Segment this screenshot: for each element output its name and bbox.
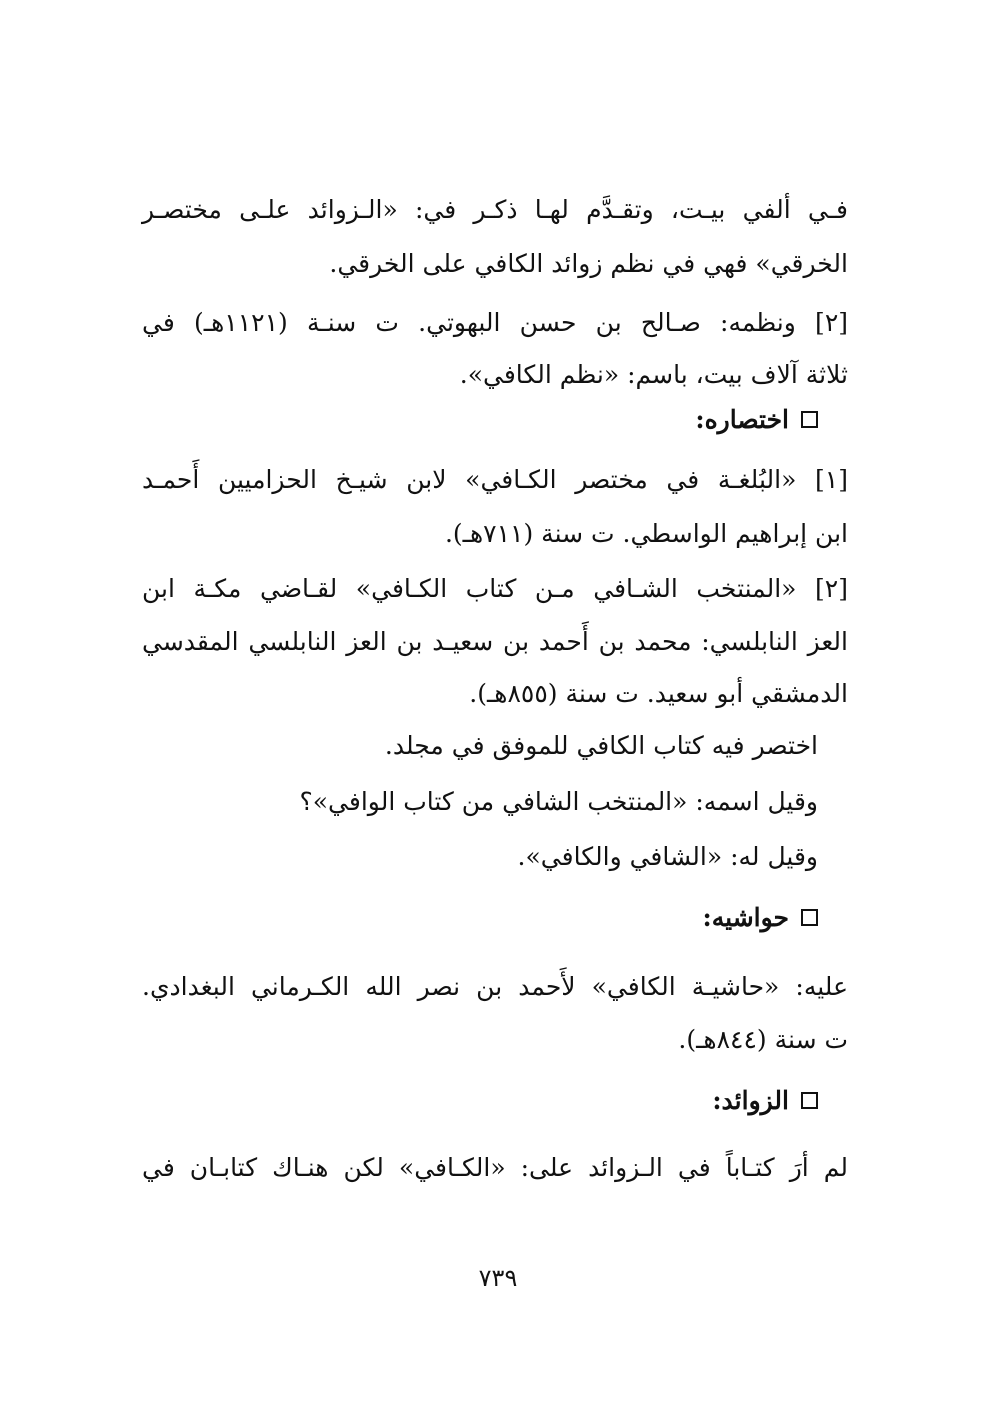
square-bullet-icon: [801, 411, 818, 428]
text-line-4: ثلاثة آلاف بيت، باسم: «نظم الكافي».: [459, 360, 848, 389]
square-bullet-icon: [801, 1092, 818, 1109]
heading-label: حواشيه:: [702, 903, 789, 932]
text-line-5: [١] «البُلغـة في مختصر الكـافي» لابن شيـخ الحزاميين أَحمـد: [142, 465, 848, 494]
text-line-11: وقيل اسمه: «المنتخب الشافي من كتاب الوافي»؟: [299, 787, 818, 816]
section-heading-additions: [712, 1073, 818, 1129]
text-line-10: اختصر فيه كتاب الكافي للموفق في مجلد.: [384, 731, 818, 760]
heading-label: اختصاره:: [695, 405, 789, 434]
text-line-12: وقيل له: «الشافي والكافي».: [517, 842, 818, 871]
square-bullet-icon: [801, 909, 818, 926]
text-line-14: ت سنة (٨٤٤هـ).: [678, 1025, 848, 1054]
text-line-6: ابن إبراهيم الواسطي. ت سنة (٧١١هـ).: [444, 519, 848, 548]
text-line-9: الدمشقي أبو سعيد. ت سنة (٨٥٥هـ).: [469, 679, 848, 708]
text-line-7: [٢] «المنتخب الشـافي مـن كتاب الكـافي» لقـاضي مكـة ابن: [142, 574, 848, 603]
text-line-8: العز النابلسي: محمد بن أَحمد بن سعيـد بن العز النابلسي المقدسي: [142, 627, 848, 656]
text-line-3: [٢] ونظمه: صـالح بن حسن البهوتي. ت سنـة (١١٢١هـ) في: [142, 308, 849, 337]
text-line-2: الخرقي» فهي في نظم زوائد الكافي على الخرقي.: [329, 249, 848, 278]
text-line-1: فـي ألفي بيـت، وتقـدَّم لهـا ذكـر في: «الـزوائد علـى مختصـر: [142, 195, 848, 224]
text-line-13: عليه: «حاشيـة الكافي» لأَحمد بن نصر الله الكـرماني البغدادي.: [142, 972, 848, 1001]
heading-label: الزوائد:: [712, 1086, 789, 1115]
page-number: ٧٣٩: [478, 1264, 518, 1292]
section-heading-annotations: [703, 890, 818, 946]
text-line-15: لم أرَ كتـاباً في الـزوائد على: «الكـافي» لكن هنـاك كتابـان في: [142, 1153, 848, 1182]
section-heading-abridgments: [695, 392, 818, 448]
